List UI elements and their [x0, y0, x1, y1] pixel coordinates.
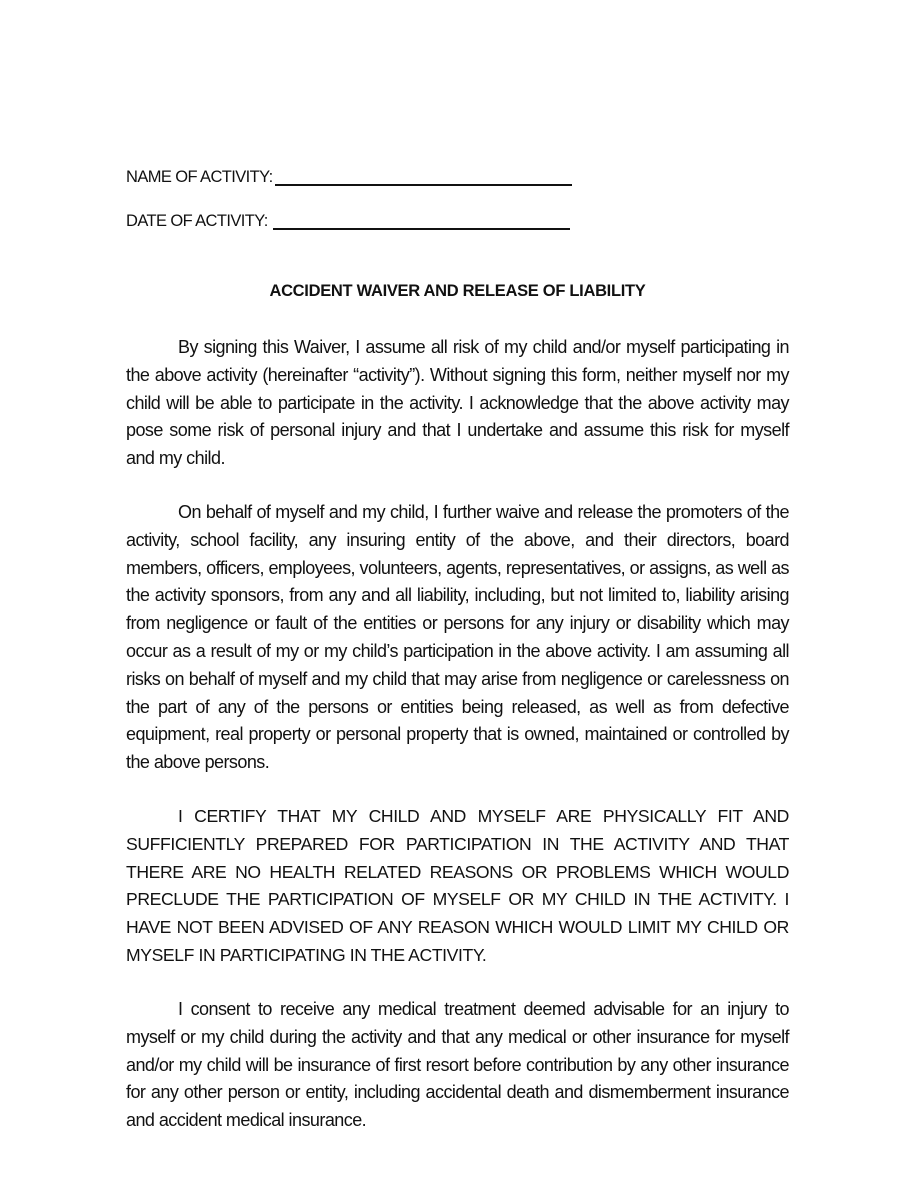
activity-name-blank-line[interactable] — [275, 184, 572, 186]
paragraph-assumption-of-risk: By signing this Waiver, I assume all risk of my child and/or myself participating in the above activity (hereinafter “activity”). Without signing this form, neither myself nor my child will be able to participate in the activity. I acknowledge that the above activity may pose some risk of personal injury and that I undertake and assume this risk for myself and my child. — [126, 337, 789, 469]
activity-name-label: NAME OF ACTIVITY: — [126, 168, 273, 186]
activity-date-blank-line[interactable] — [273, 228, 570, 230]
document-title: ACCIDENT WAIVER AND RELEASE OF LIABILITY — [269, 282, 646, 300]
activity-date-field[interactable] — [126, 212, 570, 231]
paragraph-release-of-liability: On behalf of myself and my child, I further waive and release the promoters of the activity, school facility, any insuring entity of the above, and their directors, board members, officers, employees, volunteers, agents, representatives, or assigns, as well as the activity sponsors, from any and all liability, including, but not limited to, liability arising from negligence or fault of the entities or persons for any injury or disability which may occur as a result of my or my child’s participation in the above activity. I am assuming all risks on behalf of myself and my child that may arise from negligence or carelessness on the part of any of the persons or entities being released, as well as from defective equipment, real property or personal property that is owned, maintained or controlled by the above persons. — [126, 502, 789, 773]
paragraph-fitness-certification: I CERTIFY THAT MY CHILD AND MYSELF ARE PHYSICALLY FIT AND SUFFICIENTLY PREPARED FOR PARTICIPATION IN THE ACTIVITY AND THAT THERE ARE NO HEALTH RELATED REASONS OR PROBLEMS WHICH WOULD PRECLUDE THE PARTICIPATION OF MYSELF OR MY CHILD IN THE ACTIVITY. I HAVE NOT BEEN ADVISED OF ANY REASON WHICH WOULD LIMIT MY CHILD OR MYSELF IN PARTICIPATING IN THE ACTIVITY. — [126, 806, 789, 965]
paragraph-medical-consent: I consent to receive any medical treatment deemed advisable for an injury to myself or my child during the activity and that any medical or other insurance for myself and/or my child will be insurance of first resort before contribution by any other insurance for any other person or entity, including accidental death and dismemberment insurance and accident medical insurance. — [126, 999, 789, 1131]
activity-date-label: DATE OF ACTIVITY: — [126, 212, 268, 230]
activity-name-field[interactable] — [126, 168, 572, 187]
